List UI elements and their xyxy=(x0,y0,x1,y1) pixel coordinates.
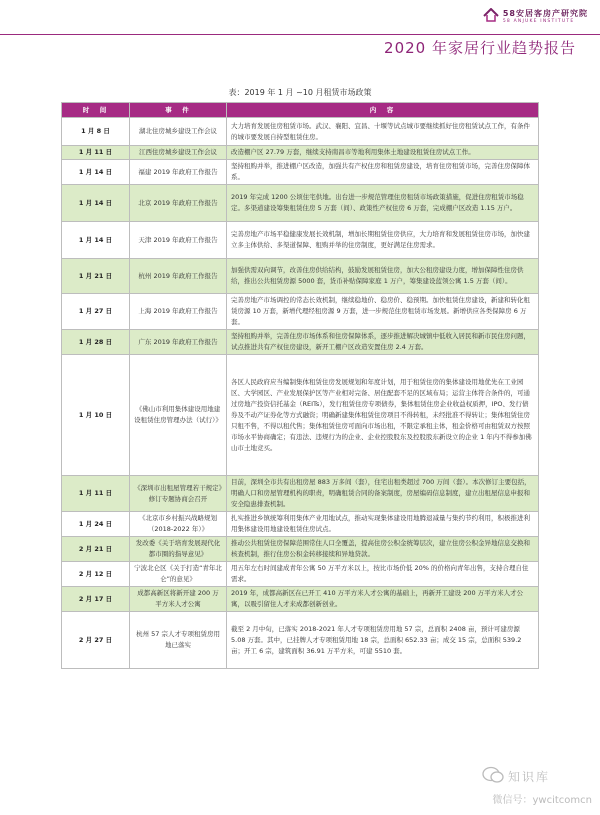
row-date: 2 月 27 日 xyxy=(62,612,130,669)
row-event: 杭州 57 宗人才专项租赁房用地已落实 xyxy=(130,612,227,669)
table-row xyxy=(62,118,539,146)
row-event: 天津 2019 年政府工作报告 xyxy=(130,222,227,259)
row-content: 改造棚户区 27.79 万套，继续支持南昌市等地利用集体土地建设租赁住房试点工作。 xyxy=(227,146,539,160)
table-row xyxy=(62,612,539,669)
policy-table xyxy=(61,102,539,669)
row-date: 1 月 10 日 xyxy=(62,355,130,476)
row-content: 坚持租购并举，推进棚户区改造，加强共有产权住房和租赁房建设，培育住房租赁市场，完善住房保障体系。 xyxy=(227,160,539,185)
watermark-account: 微信号：ywcitcomcn xyxy=(492,795,592,806)
table-caption: 表：2019 年 1 月 ~10 月租赁市场政策 xyxy=(228,88,372,97)
table-header-row xyxy=(62,103,539,118)
row-event: 湖北住房城乡建设工作会议 xyxy=(130,118,227,146)
table-row xyxy=(62,160,539,185)
row-content: 目前，深圳全市共有出租房屋 883 万多间（套），住宅出租类超过 700 万间（套）。本次修订主要包括，明确人口和房屋管理机构的职责，明确租赁合同的备案制度，房屋编码信息制度，建立出租屋信息申报和安全隐患排查机制。 xyxy=(227,476,539,512)
table-row xyxy=(62,562,539,587)
row-content: 各区人民政府应当编制集体租赁住房发展规划和年度计划，用于租赁住房的集体建设用地优先在工业园区、大学园区、产业发展保护区等产业相对完备、居住配套不足的区域布局；运营主体符合条件的，可通过房地产投资信托基金（REITs），发行租赁住房专项债券，集体租赁住房企业收益权质押，IPO、发行债券及不动产证券化等方式融资；明确新建集体租赁住房项目不得转租，未经批准不得转让；集体租赁住房只租不售，不得以租代售；集体租赁住房可面向市场出租，不限定承租主体，租金价格可由租赁双方按照市场水平协商确定；有违法、违规行为的企业、企业控股股东及控股股东新设立的企业 1 年内不得参加佛山市土地竞买。 xyxy=(227,355,539,476)
row-event: 杭州 2019 年政府工作报告 xyxy=(130,259,227,294)
row-event: 宁波北仑区《关于打造“青年北仑”的意见》 xyxy=(130,562,227,587)
row-date: 1 月 14 日 xyxy=(62,185,130,222)
watermark xyxy=(452,765,592,811)
row-event: 江西住房城乡建设工作会议 xyxy=(130,146,227,160)
brand xyxy=(483,8,588,24)
anjuke-logo-icon xyxy=(483,8,499,22)
row-event: 北京 2019 年政府工作报告 xyxy=(130,185,227,222)
table-row xyxy=(62,512,539,537)
table-row xyxy=(62,330,539,355)
column-header-date: 时 间 xyxy=(62,103,130,118)
row-event: 上海 2019 年政府工作报告 xyxy=(130,294,227,330)
row-date: 2 月 21 日 xyxy=(62,537,130,562)
row-date: 1 月 14 日 xyxy=(62,222,130,259)
table-row xyxy=(62,185,539,222)
row-date: 1 月 8 日 xyxy=(62,118,130,146)
row-date: 1 月 27 日 xyxy=(62,294,130,330)
table-row xyxy=(62,355,539,476)
watermark-name: 知识库 xyxy=(508,770,551,784)
row-date: 1 月 14 日 xyxy=(62,160,130,185)
row-content: 完善房地产市场调控的常态长效机制，继续稳地价、稳房价、稳预期。加快租赁住房建设，新建和转化租赁房源 10 万套，新增代理经租房源 9 万套，进一步规范住房租赁市场发展。新增供应各类保障房 6 万套。 xyxy=(227,294,539,330)
row-content: 2019 年完成 1200 公顷住宅供地。出台进一步规范管理住房租赁市场政策措施，促进住房租赁市场稳定。多渠道建设筹集租赁住房 5 万套（间）、政策性产权住房 6 万套，完成棚户区改造 1.15 万户。 xyxy=(227,185,539,222)
row-content: 截至 2 月中旬，已落实 2018-2021 年人才专项租赁房用地 57 宗，总面积 2408 亩，预计可建房源 5.08 万套。其中，已挂牌人才专项租赁用地 18 宗，总面积 652.33 亩；成交 15 宗，总面积 539.2 亩；开工 6 宗，建筑面积 36.91 万平方米，可建 5510 套。 xyxy=(227,612,539,669)
row-content: 完善房地产市场平稳健康发展长效机制，增加长期租赁住房供应，大力培育和发展租赁住房市场，加快建立多主体供给、多渠道保障、租购并举的住房制度，更好满足住房需求。 xyxy=(227,222,539,259)
table-row xyxy=(62,222,539,259)
row-event: 福建 2019 年政府工作报告 xyxy=(130,160,227,185)
row-content: 大力培育发展住房租赁市场。武汉、襄阳、宜昌、十堰等试点城市要继续抓好住房租赁试点工作，有条件的城市要发展自持型租赁住房。 xyxy=(227,118,539,146)
row-content: 2019 年，成都高新区在已开工 410 万平方米人才公寓的基础上，再新开工建设 200 万平方米人才公寓，以吸引留住人才来成都创新创业。 xyxy=(227,587,539,612)
row-date: 1 月 21 日 xyxy=(62,259,130,294)
header-divider xyxy=(0,34,600,35)
row-date: 2 月 12 日 xyxy=(62,562,130,587)
row-content: 推动公共租赁住房保障范围常住人口全覆盖，提高住房公积金统筹层次，建立住房公积金异地信息交换和核查机制，推行住房公积金转移接续和异地贷款。 xyxy=(227,537,539,562)
row-date: 1 月 11 日 xyxy=(62,476,130,512)
row-date: 2 月 17 日 xyxy=(62,587,130,612)
row-event: 成都高新区将新开建 200 万平方米人才公寓 xyxy=(130,587,227,612)
report-title: 2020 年家居行业趋势报告 xyxy=(384,39,576,57)
brand-name: 58安居客房产研究院 xyxy=(502,9,588,18)
row-event: 《佛山市利用集体建设用地建设租赁住房管理办法（试行）》 xyxy=(130,355,227,476)
table-row xyxy=(62,537,539,562)
row-event: 《北京市乡村振兴战略规划（2018-2022 年）》 xyxy=(130,512,227,537)
row-event: 《深圳市出租屋管理若干规定》修订专题协商会召开 xyxy=(130,476,227,512)
wechat-icon xyxy=(482,766,504,784)
row-content: 用五年左右时间建成青年公寓 50 万平方米以上，按比市场价低 20% 的价格向青年出售，支持合理自住需求。 xyxy=(227,562,539,587)
table-row xyxy=(62,587,539,612)
row-content: 坚持租购并举，完善住房市场体系和住房保障体系，逐步推进解决城镇中低收入居民和新市民住房问题，试点推进共有产权住房建设，新开工棚户区改造安置住房 2.4 万套。 xyxy=(227,330,539,355)
column-header-content: 内 容 xyxy=(227,103,539,118)
column-header-event: 事 件 xyxy=(130,103,227,118)
row-event: 广东 2019 年政府工作报告 xyxy=(130,330,227,355)
row-content: 加强供需双向调节，改善住房供给结构，鼓励发展租赁住房，加大公租房建设力度，增加保障性住房供给，推出公共租赁房源 5000 套，货币补贴保障家庭 1 万户，筹集建设蓝领公寓 1.5 万套（间）。 xyxy=(227,259,539,294)
row-content: 扎实推进乡镇统筹利用集体产业用地试点，推动实现集体建设用地腾退减量与集约节约利用，积极推进利用集体建设用地建设租赁住房试点。 xyxy=(227,512,539,537)
row-date: 1 月 24 日 xyxy=(62,512,130,537)
table-row xyxy=(62,259,539,294)
table-row xyxy=(62,146,539,160)
row-event: 发改委《关于培育发展现代化都市圈的指导意见》 xyxy=(130,537,227,562)
row-date: 1 月 28 日 xyxy=(62,330,130,355)
row-date: 1 月 11 日 xyxy=(62,146,130,160)
page-header xyxy=(0,0,600,62)
brand-name-en: 58 ANJUKE INSTITUTE xyxy=(502,19,575,24)
table-row xyxy=(62,476,539,512)
table-row xyxy=(62,294,539,330)
